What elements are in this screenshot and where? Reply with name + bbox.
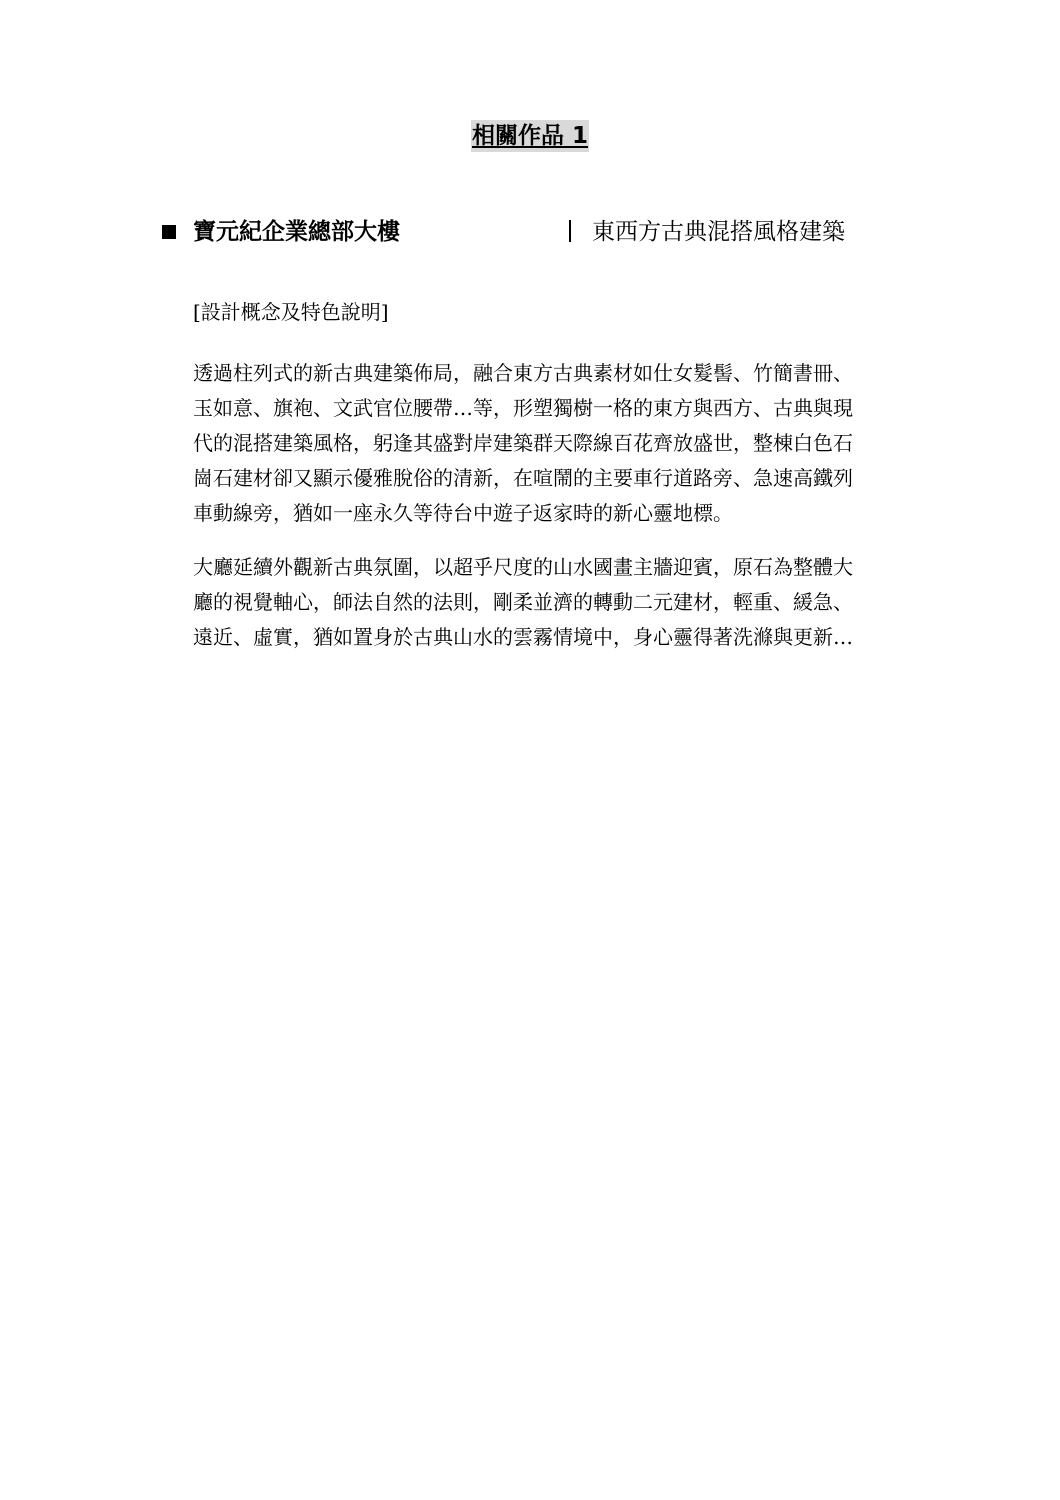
building-name: 寶元紀企業總部大樓	[193, 219, 400, 245]
paragraph-line: 玉如意、旗袍、文武官位腰帶…等，形塑獨樹一格的東方與西方、古典與現	[193, 396, 853, 420]
paragraph-lobby	[193, 550, 913, 655]
square-bullet-icon	[162, 225, 176, 239]
page-title-text: 相關作品 1	[471, 120, 589, 152]
paragraph-line: 代的混搭建築風格，躬逢其盛對岸建築群天際線百花齊放盛世，整棟白色石	[193, 431, 853, 455]
paragraph-line: 透過柱列式的新古典建築佈局，融合東方古典素材如仕女髮髻、竹簡書冊、	[193, 361, 853, 385]
section-label: [設計概念及特色說明]	[193, 300, 389, 324]
paragraph-line: 遠近、虛實，猶如置身於古典山水的雲霧情境中，身心靈得著洗滌與更新…	[193, 625, 853, 649]
heading-divider	[569, 220, 571, 242]
page-title	[0, 113, 1060, 152]
building-style: 東西方古典混搭風格建築	[592, 219, 845, 245]
paragraph-line: 廳的視覺軸心，師法自然的法則，剛柔並濟的轉動二元建材，輕重、緩急、	[193, 590, 853, 614]
paragraph-line: 崗石建材卻又顯示優雅脫俗的清新，在喧鬧的主要車行道路旁、急速高鐵列	[193, 466, 853, 490]
paragraph-line: 車動線旁，猶如一座永久等待台中遊子返家時的新心靈地標。	[193, 501, 733, 525]
paragraph-exterior	[193, 356, 913, 531]
project-heading	[160, 214, 880, 250]
paragraph-line: 大廳延續外觀新古典氛圍，以超乎尺度的山水國畫主牆迎賓，原石為整體大	[193, 555, 853, 579]
